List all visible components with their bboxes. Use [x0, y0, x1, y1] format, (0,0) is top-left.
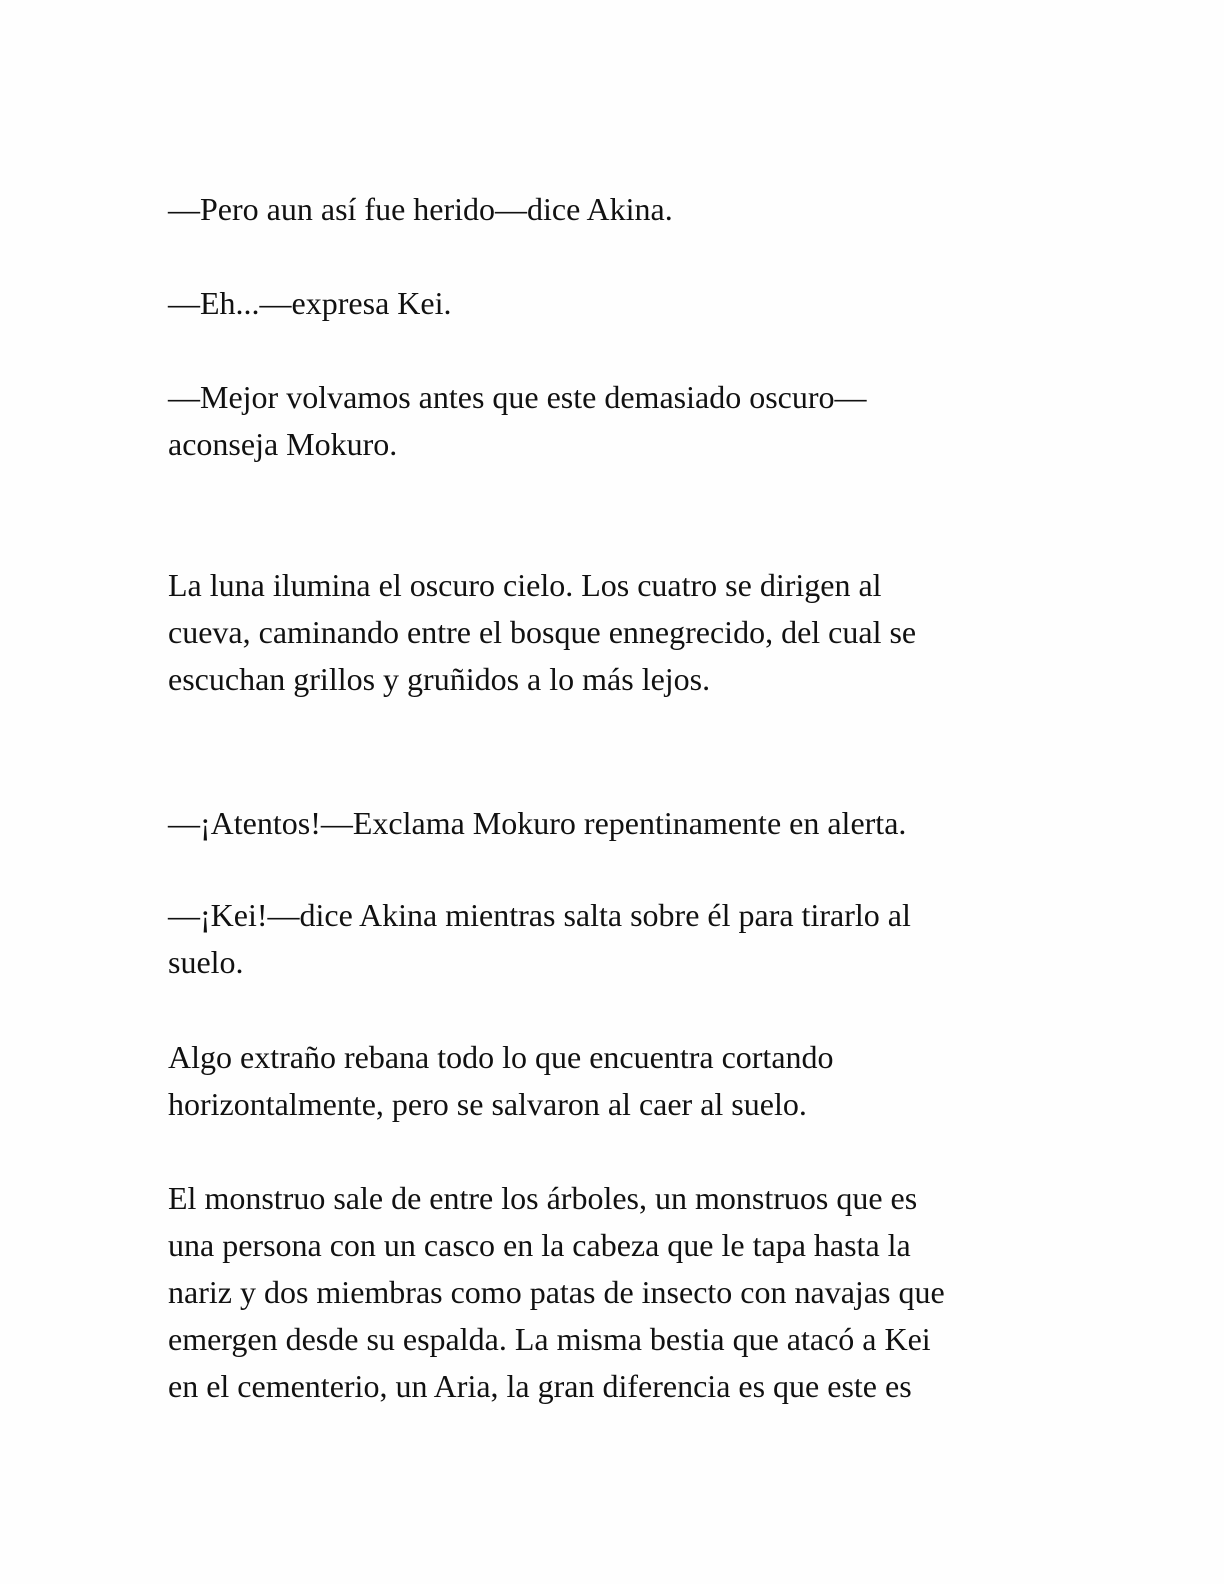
- text-line: —Mejor volvamos antes que este demasiado oscuro—: [168, 379, 867, 415]
- text-line: Algo extraño rebana todo lo que encuentra cortando: [168, 1039, 834, 1075]
- text-line: horizontalmente, pero se salvaron al caer al suelo.: [168, 1086, 807, 1122]
- paragraph-dialogue-kei-shout: [168, 892, 1048, 986]
- text-line: aconseja Mokuro.: [168, 426, 398, 462]
- text-line: cueva, caminando entre el bosque ennegrecido, del cual se: [168, 614, 917, 650]
- text-line: en el cementerio, un Aria, la gran diferencia es que este es: [168, 1368, 912, 1404]
- text-line: —¡Atentos!—Exclama Mokuro repentinamente en alerta.: [168, 805, 907, 841]
- paragraph-dialogue-atentos: [168, 800, 1048, 847]
- paragraph-dialogue-akina: [168, 186, 1048, 233]
- paragraph-dialogue-mokuro: [168, 374, 1048, 468]
- paragraph-narration-slice: [168, 1034, 1048, 1128]
- paragraph-narration-moon: [168, 562, 1048, 703]
- text-line: suelo.: [168, 944, 244, 980]
- text-line: escuchan grillos y gruñidos a lo más lejos.: [168, 661, 711, 697]
- text-line: El monstruo sale de entre los árboles, un monstruos que es: [168, 1180, 918, 1216]
- paragraph-narration-monster: [168, 1175, 1048, 1410]
- text-line: La luna ilumina el oscuro cielo. Los cuatro se dirigen al: [168, 567, 882, 603]
- text-line: una persona con un casco en la cabeza que le tapa hasta la: [168, 1227, 911, 1263]
- text-line: nariz y dos miembras como patas de insecto con navajas que: [168, 1274, 945, 1310]
- text-line: —¡Kei!—dice Akina mientras salta sobre él para tirarlo al: [168, 897, 911, 933]
- text-line: —Pero aun así fue herido—dice Akina.: [168, 191, 673, 227]
- text-line: emergen desde su espalda. La misma bestia que atacó a Kei: [168, 1321, 931, 1357]
- text-line: —Eh...—expresa Kei.: [168, 285, 452, 321]
- paragraph-dialogue-kei: [168, 280, 1048, 327]
